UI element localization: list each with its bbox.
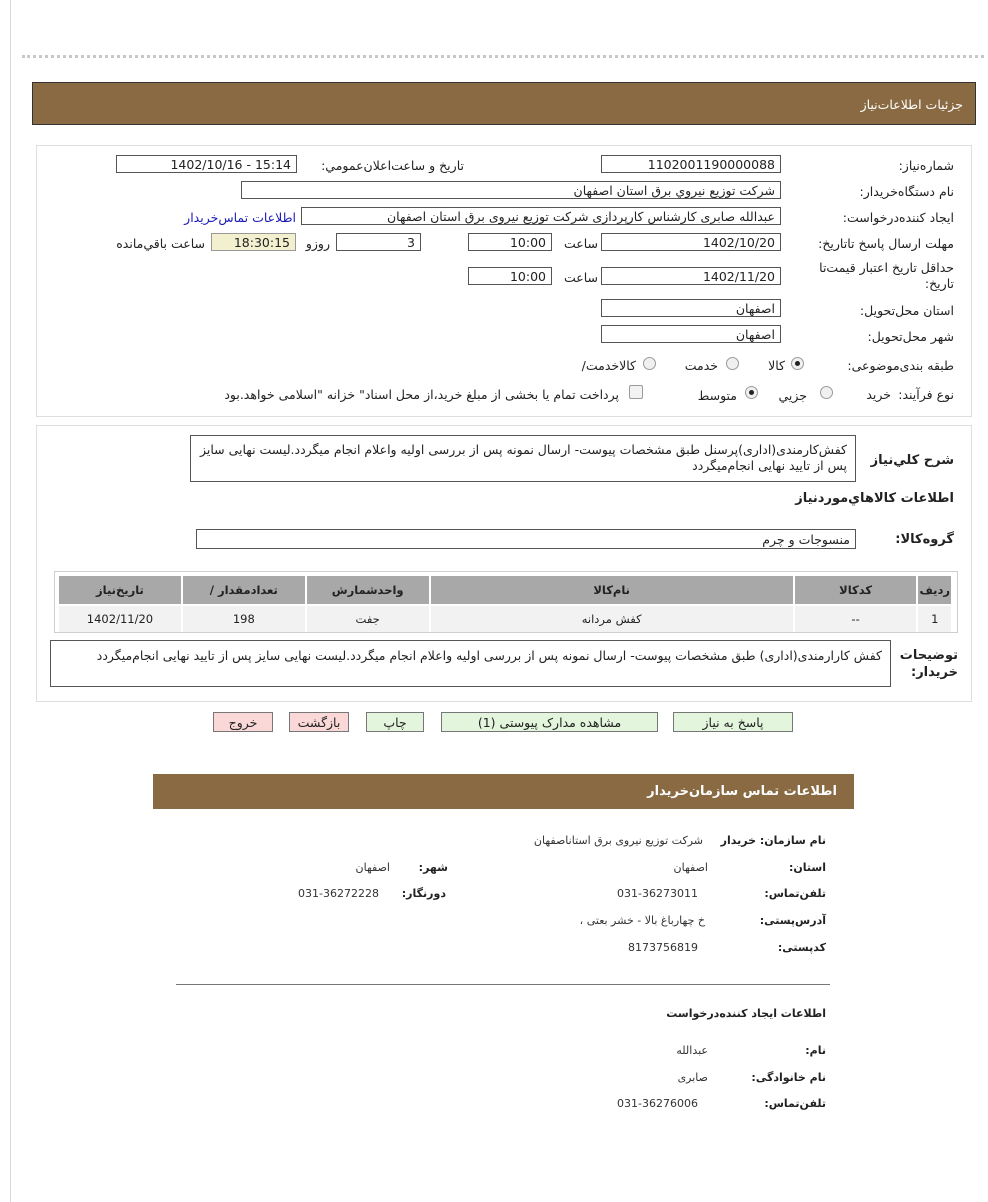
send-deadline-time-field: 10:00: [468, 233, 552, 251]
cell-unit: جفت: [307, 606, 429, 632]
province-field: اصفهان: [601, 299, 781, 317]
validity-date-field: 1402/11/20: [601, 267, 781, 285]
address-value: خ چهارباغ بالا - خشر بعتی ،: [579, 914, 705, 927]
phone-value: 031-36273011: [617, 887, 698, 900]
process-minor-radio[interactable]: [820, 386, 833, 399]
goods-table-header: [59, 576, 951, 604]
address-label: آدرس‌پستی:: [759, 914, 826, 927]
print-button[interactable]: چاپ: [366, 712, 424, 732]
send-time-label: ساعت: [563, 236, 598, 251]
category-service-radio[interactable]: [726, 357, 739, 370]
city-field: اصفهان: [601, 325, 781, 343]
reply-button[interactable]: پاسخ به نياز: [673, 712, 793, 732]
category-goods-label: کالا: [768, 358, 785, 373]
description-label: شرح کلي‌نياز: [870, 453, 954, 468]
col-row-header: رديف: [918, 576, 951, 604]
cell-name: کفش مردانه: [431, 606, 793, 632]
buyer-contact-link[interactable]: اطلاعات تماس‌خريدار: [184, 210, 296, 225]
phone-label: تلفن‌تماس:: [764, 887, 826, 900]
buyer-org-label: نام دستگاه‌خريدار:: [859, 184, 954, 199]
col-name-header: نام‌کالا: [431, 576, 793, 604]
treasury-payment-text: پرداخت تمام يا بخشی از مبلغ خريد،از محل اسناد" خزانه "اسلامی خواهد.بود: [224, 387, 619, 402]
cell-qty: 198: [183, 606, 305, 632]
contact-banner: [153, 774, 854, 809]
attachments-button[interactable]: مشاهده مدارک پيوستی (1): [441, 712, 658, 732]
send-deadline-date-field: 1402/10/20: [601, 233, 781, 251]
validity-time-label: ساعت: [563, 270, 598, 285]
goods-group-field: منسوجات و چرم: [196, 529, 856, 549]
creator-phone-label: تلفن‌تماس:: [764, 1097, 826, 1110]
postal-value: 8173756819: [628, 941, 698, 954]
send-deadline-label: مهلت ارسال ‌پاسخ تا‌تاريخ:: [818, 236, 954, 251]
remaining-time-field: 18:30:15: [211, 233, 296, 251]
details-banner: [32, 82, 976, 125]
col-qty-header: تعدادمقدار /: [183, 576, 305, 604]
buyer-notes-box: [50, 640, 891, 687]
category-goods-service-label: کالا‌خدمت/: [581, 358, 636, 373]
col-date-header: تاريخ‌نياز: [59, 576, 181, 604]
contact-city-value: اصفهان: [355, 861, 390, 874]
creator-label: ايجاد کننده‌درخواست:: [842, 210, 954, 225]
table-row: [59, 606, 951, 632]
contact-title: اطلاعات تماس سازمان‌خريدار: [647, 784, 837, 799]
creator-phone-value: 031-36276006: [617, 1097, 698, 1110]
process-label: نوع فرآيند:: [898, 387, 954, 402]
category-goods-service-radio[interactable]: [643, 357, 656, 370]
family-label: نام خانوادگی:: [751, 1071, 826, 1084]
goods-info-title: اطلاعات کالاهاي‌مورد‌نياز: [795, 491, 954, 506]
category-goods-radio[interactable]: [791, 357, 804, 370]
days-label: روزو: [305, 236, 330, 251]
org-value: شرکت توزيع نيروی برق استاناصفهان: [533, 834, 703, 847]
process-purchase-text: خريد: [866, 387, 891, 402]
buyer-notes-label: توضيحات خريدار:: [899, 648, 958, 680]
city-label: شهر محل‌تحويل:: [867, 329, 954, 344]
back-button[interactable]: بازگشت: [289, 712, 349, 732]
announce-label: تاريخ و ساعت‌اعلان‌عمومي:: [321, 158, 464, 173]
days-field: 3: [336, 233, 421, 251]
goods-table: [57, 574, 953, 634]
announce-field: 1402/10/16 - 15:14: [116, 155, 297, 173]
buyer-notes-text: کفش کارارمندی(اداری) طبق مشخصات پیوست- ارسال نمونه پس از بررسی اولیه واعلام انجام میگردد.لیست نهایی سایز پس از تایید نهایی انجام‌میگردد: [96, 648, 882, 663]
remaining-label: ساعت باقي‌مانده: [116, 236, 205, 251]
cell-code: --: [795, 606, 917, 632]
fax-label: دورنگار:: [401, 887, 446, 900]
process-medium-label: متوسط: [697, 388, 737, 403]
category-service-label: خدمت: [684, 358, 718, 373]
creator-info-title: اطلاعات ايجاد کننده‌درخواست: [666, 1007, 826, 1020]
creator-field: عبدالله صابری کارشناس کارپردازی شرکت توزيع نيروی برق استان اصفهان: [301, 207, 781, 225]
validity-label: حداقل تاريخ اعتبار قيمت‌تا تاريخ:: [819, 260, 954, 291]
banner-title: جزئيات اطلاعات‌نياز: [860, 97, 963, 112]
cell-date: 1402/11/20: [59, 606, 181, 632]
col-code-header: کدکالا: [795, 576, 917, 604]
treasury-payment-checkbox[interactable]: [629, 385, 643, 399]
contact-province-value: اصفهان: [673, 861, 708, 874]
need-number-field: 1102001190000088: [601, 155, 781, 173]
need-number-label: شماره‌نياز:: [898, 158, 954, 173]
family-value: صابری: [677, 1071, 708, 1084]
page-left-border: [10, 0, 11, 1202]
top-dotted-divider: [22, 55, 984, 58]
fax-value: 031-36272228: [298, 887, 379, 900]
cell-row: 1: [918, 606, 951, 632]
name-label: نام:: [805, 1044, 826, 1057]
process-medium-radio[interactable]: [745, 386, 758, 399]
buyer-org-field: شرکت توزيع نيروي برق استان اصفهان: [241, 181, 781, 199]
validity-time-field: 10:00: [468, 267, 552, 285]
process-minor-label: جزيي: [778, 388, 807, 403]
name-value: عبدالله: [676, 1044, 708, 1057]
description-box: [190, 435, 856, 482]
contact-divider: [176, 984, 830, 985]
exit-button[interactable]: خروج: [213, 712, 273, 732]
contact-province-label: استان:: [789, 861, 826, 874]
postal-label: کد‌پستی:: [777, 941, 826, 954]
goods-group-label: گروه‌کالا:: [895, 532, 954, 547]
org-label: نام سازمان‌: خريدار: [720, 834, 826, 847]
category-label: طبقه بندی‌موضوعی:: [847, 358, 954, 373]
contact-city-label: شهر:: [418, 861, 448, 874]
col-unit-header: واحدشمارش: [307, 576, 429, 604]
province-label: استان محل‌تحويل:: [859, 303, 954, 318]
description-text: کفش‌کارمندی(اداری)پرسنل طبق مشخصات پیوست- ارسال نمونه پس از بررسی اولیه واعلام انجام میگردد.لیست نهایی سایز پس از تایید نهایی انجام‌میگردد: [199, 442, 847, 473]
